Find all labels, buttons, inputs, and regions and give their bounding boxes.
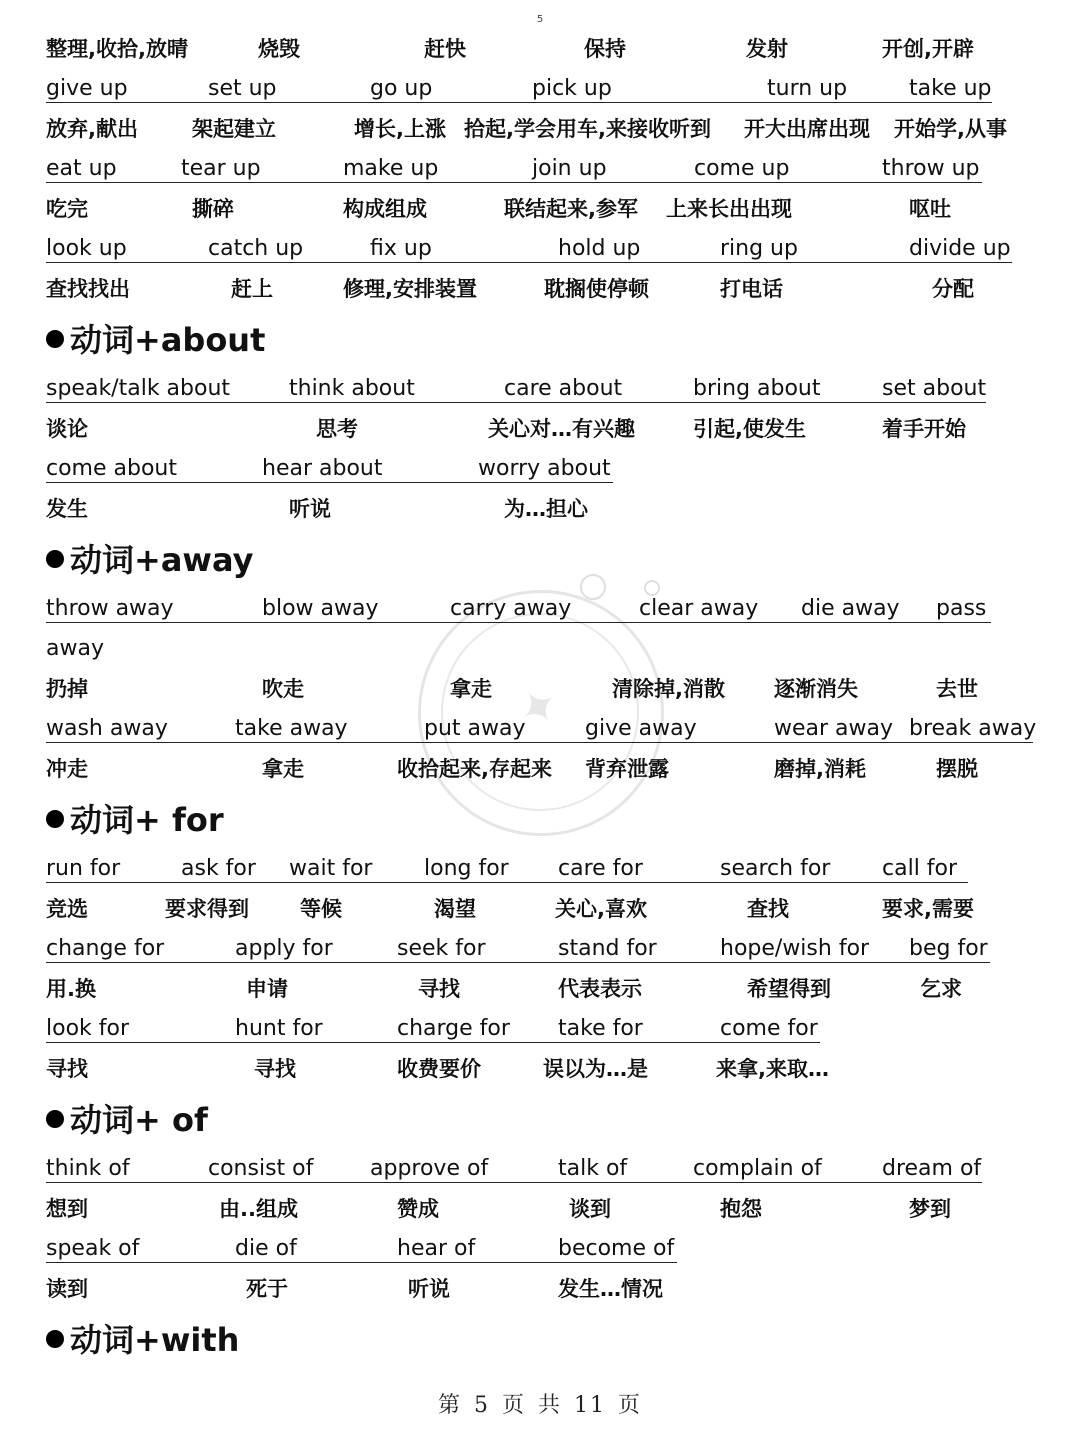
phrase-english: hear of	[397, 1236, 476, 1261]
phrase-meaning: 死于	[246, 1277, 288, 1301]
section-2-en-row	[0, 1014, 1080, 1054]
footer-prefix: 第	[437, 1393, 462, 1418]
bullet-icon	[46, 810, 64, 828]
phrase-english: dream of	[882, 1156, 982, 1181]
phrase-english: catch up	[208, 236, 304, 261]
phrase-english: set up	[208, 76, 277, 101]
phrase-english: come up	[694, 156, 790, 181]
section-3-cn-row	[0, 1194, 1080, 1234]
phrase-meaning: 谈论	[46, 417, 88, 441]
phrase-english: ring up	[720, 236, 798, 261]
underline-rule	[46, 402, 986, 403]
phrase-meaning: 关心,喜欢	[555, 897, 647, 921]
phrase-english: throw up	[882, 156, 980, 181]
phrase-english: away	[46, 636, 104, 661]
section-heading-text: 动词+about	[70, 321, 266, 359]
phrase-english: hope/wish for	[720, 936, 870, 961]
phrase-english: take up	[909, 76, 992, 101]
phrase-english: think of	[46, 1156, 130, 1181]
section-2-cn-row	[0, 974, 1080, 1014]
phrase-english: consist of	[208, 1156, 314, 1181]
phrase-english: tear up	[181, 156, 261, 181]
phrase-english: complain of	[693, 1156, 822, 1181]
watermark-glyph: ✦	[506, 671, 576, 743]
up-block-cn-row	[0, 274, 1080, 314]
phrase-meaning: 架起建立	[192, 117, 276, 141]
phrase-meaning: 为…担心	[504, 497, 588, 521]
phrase-meaning: 发生	[46, 497, 88, 521]
phrase-english: go up	[370, 76, 433, 101]
phrase-meaning: 拿走	[262, 757, 304, 781]
section-1-en-row	[0, 634, 1080, 674]
phrase-meaning: 开创,开辟	[882, 37, 974, 61]
phrase-meaning: 整理,收拾,放晴	[46, 37, 188, 61]
phrase-meaning: 代表表示	[558, 977, 642, 1001]
phrase-meaning: 发射	[746, 37, 788, 61]
phrase-english: become of	[558, 1236, 675, 1261]
phrase-english: come for	[720, 1016, 818, 1041]
phrase-english: turn up	[767, 76, 848, 101]
phrase-meaning: 寻找	[254, 1057, 296, 1081]
phrase-english: wash away	[46, 716, 168, 741]
phrase-english: speak of	[46, 1236, 140, 1261]
phrase-meaning: 开始学,从事	[894, 117, 1007, 141]
phrase-english: fix up	[370, 236, 432, 261]
section-2-en-row	[0, 854, 1080, 894]
phrase-meaning: 磨掉,消耗	[774, 757, 866, 781]
bullet-icon	[46, 550, 64, 568]
phrase-english: long for	[424, 856, 509, 881]
phrase-meaning: 扔掉	[46, 677, 88, 701]
phrase-english: search for	[720, 856, 831, 881]
phrase-english: speak/talk about	[46, 376, 231, 401]
section-heading	[46, 320, 265, 360]
phrase-english: bring about	[693, 376, 821, 401]
phrase-meaning: 查找	[747, 897, 789, 921]
phrase-meaning: 吹走	[262, 677, 304, 701]
page-footer	[0, 1388, 1080, 1419]
underline-rule	[46, 1042, 820, 1043]
phrase-english: call for	[882, 856, 958, 881]
section-0-cn-row	[0, 494, 1080, 534]
phrase-meaning: 增长,上涨	[354, 117, 446, 141]
phrase-meaning: 听说	[289, 497, 331, 521]
underline-rule	[46, 962, 990, 963]
phrase-meaning: 要求,需要	[882, 897, 974, 921]
bullet-icon	[46, 330, 64, 348]
phrase-meaning: 渴望	[434, 897, 476, 921]
phrase-english: come about	[46, 456, 177, 481]
phrase-english: hunt for	[235, 1016, 323, 1041]
phrase-meaning: 赶快	[424, 37, 466, 61]
underline-rule	[46, 742, 1033, 743]
section-0-en-row	[0, 454, 1080, 494]
bullet-icon	[46, 1330, 64, 1348]
phrase-meaning: 去世	[936, 677, 978, 701]
phrase-english: wear away	[774, 716, 894, 741]
phrase-meaning: 听说	[408, 1277, 450, 1301]
phrase-english: hold up	[558, 236, 641, 261]
phrase-meaning: 申请	[246, 977, 288, 1001]
section-3-en-row	[0, 1234, 1080, 1274]
phrase-english: eat up	[46, 156, 117, 181]
footer-total-word: 共	[538, 1393, 563, 1418]
phrase-english: talk of	[558, 1156, 628, 1181]
section-heading-text: 动词+ for	[70, 801, 224, 839]
bullet-icon	[46, 1110, 64, 1128]
phrase-meaning: 烧毁	[258, 37, 300, 61]
phrase-english: look for	[46, 1016, 130, 1041]
phrase-meaning: 抱怨	[720, 1197, 762, 1221]
phrase-meaning: 寻找	[46, 1057, 88, 1081]
phrase-english: stand for	[558, 936, 657, 961]
phrase-meaning: 谈到	[569, 1197, 611, 1221]
phrase-english: break away	[909, 716, 1037, 741]
phrase-english: put away	[424, 716, 526, 741]
phrase-meaning: 开大出席出现	[744, 117, 870, 141]
section-2-cn-row	[0, 1054, 1080, 1094]
phrase-meaning: 赶上	[231, 277, 273, 301]
underline-rule	[46, 882, 968, 883]
underline-rule	[46, 1182, 982, 1183]
phrase-english: hear about	[262, 456, 383, 481]
phrase-meaning: 冲走	[46, 757, 88, 781]
underline-rule	[46, 482, 613, 483]
phrase-meaning: 清除掉,消散	[612, 677, 725, 701]
section-1-cn-row	[0, 754, 1080, 794]
phrase-meaning: 构成组成	[343, 197, 427, 221]
phrase-meaning: 撕碎	[192, 197, 234, 221]
phrase-english: die of	[235, 1236, 297, 1261]
phrase-meaning: 收拾起来,存起来	[397, 757, 552, 781]
up-block-cn-row	[0, 34, 1080, 74]
phrase-meaning: 思考	[316, 417, 358, 441]
section-heading-text: 动词+with	[70, 1321, 240, 1359]
phrase-english: join up	[532, 156, 607, 181]
phrase-english: look up	[46, 236, 127, 261]
phrase-meaning: 由..组成	[219, 1197, 298, 1221]
section-3-en-row	[0, 1154, 1080, 1194]
phrase-meaning: 保持	[584, 37, 626, 61]
phrase-english: clear away	[639, 596, 759, 621]
footer-suffix: 页	[618, 1393, 643, 1418]
phrase-english: throw away	[46, 596, 174, 621]
section-heading	[46, 1100, 208, 1140]
section-1-en-row	[0, 714, 1080, 754]
phrase-english: worry about	[478, 456, 611, 481]
underline-rule	[46, 102, 992, 103]
section-0-cn-row	[0, 414, 1080, 454]
phrase-english: run for	[46, 856, 121, 881]
section-3-cn-row	[0, 1274, 1080, 1314]
phrase-english: ask for	[181, 856, 256, 881]
phrase-english: think about	[289, 376, 415, 401]
phrase-meaning: 耽搁使停顿	[544, 277, 649, 301]
phrase-english: set about	[882, 376, 987, 401]
phrase-meaning: 乞求	[920, 977, 962, 1001]
phrase-meaning: 逐渐消失	[774, 677, 858, 701]
underline-rule	[46, 182, 982, 183]
phrase-meaning: 背弃泄露	[585, 757, 669, 781]
phrase-meaning: 呕吐	[909, 197, 951, 221]
phrase-meaning: 希望得到	[747, 977, 831, 1001]
phrase-meaning: 竞选	[46, 897, 88, 921]
phrase-meaning: 收费要价	[397, 1057, 481, 1081]
up-block-en-row	[0, 74, 1080, 114]
phrase-meaning: 来拿,来取…	[716, 1057, 829, 1081]
phrase-meaning: 查找找出	[46, 277, 130, 301]
phrase-meaning: 用.换	[46, 977, 96, 1001]
section-2-en-row	[0, 934, 1080, 974]
phrase-english: carry away	[450, 596, 572, 621]
phrase-english: apply for	[235, 936, 333, 961]
phrase-meaning: 想到	[46, 1197, 88, 1221]
phrase-english: die away	[801, 596, 900, 621]
section-1-en-row	[0, 594, 1080, 634]
underline-rule	[46, 1262, 677, 1263]
phrase-meaning: 梦到	[909, 1197, 951, 1221]
footer-page-word: 页	[501, 1393, 526, 1418]
phrase-meaning: 摆脱	[936, 757, 978, 781]
phrase-english: pass	[936, 596, 987, 621]
phrase-meaning: 着手开始	[882, 417, 966, 441]
phrase-meaning: 打电话	[720, 277, 783, 301]
phrase-english: change for	[46, 936, 165, 961]
phrase-meaning: 修理,安排装置	[343, 277, 477, 301]
phrase-english: beg for	[909, 936, 988, 961]
section-1-cn-row	[0, 674, 1080, 714]
phrase-english: give away	[585, 716, 697, 741]
section-heading-text: 动词+away	[70, 541, 254, 579]
footer-current-page: 5	[473, 1393, 490, 1418]
underline-rule	[46, 622, 991, 623]
phrase-meaning: 关心对…有兴趣	[488, 417, 635, 441]
phrase-english: care for	[558, 856, 643, 881]
up-block-cn-row	[0, 194, 1080, 234]
phrase-english: take away	[235, 716, 348, 741]
phrase-meaning: 要求得到	[165, 897, 249, 921]
section-heading	[46, 800, 224, 840]
phrase-meaning: 分配	[932, 277, 974, 301]
phrase-meaning: 赞成	[397, 1197, 439, 1221]
up-block-cn-row	[0, 114, 1080, 154]
phrase-meaning: 上来长出出现	[666, 197, 792, 221]
top-page-marker: 5	[536, 14, 544, 25]
phrase-english: wait for	[289, 856, 373, 881]
phrase-english: pick up	[532, 76, 612, 101]
phrase-meaning: 误以为…是	[543, 1057, 648, 1081]
phrase-meaning: 引起,使发生	[693, 417, 806, 441]
underline-rule	[46, 262, 1012, 263]
phrase-meaning: 等候	[300, 897, 342, 921]
phrase-english: divide up	[909, 236, 1011, 261]
section-2-cn-row	[0, 894, 1080, 934]
phrase-meaning: 拿走	[450, 677, 492, 701]
phrase-meaning: 寻找	[418, 977, 460, 1001]
phrase-meaning: 联结起来,参军	[504, 197, 638, 221]
phrase-english: give up	[46, 76, 128, 101]
phrase-english: care about	[504, 376, 623, 401]
up-block-en-row	[0, 154, 1080, 194]
phrase-meaning: 发生…情况	[558, 1277, 663, 1301]
footer-total-pages: 11	[574, 1393, 607, 1418]
phrase-english: charge for	[397, 1016, 510, 1041]
phrase-english: take for	[558, 1016, 643, 1041]
phrase-meaning: 放弃,献出	[46, 117, 138, 141]
phrase-meaning: 拾起,学会用车,来接收听到	[464, 117, 711, 141]
phrase-english: blow away	[262, 596, 379, 621]
phrase-english: seek for	[397, 936, 486, 961]
section-0-en-row	[0, 374, 1080, 414]
phrase-english: approve of	[370, 1156, 489, 1181]
phrase-meaning: 吃完	[46, 197, 88, 221]
phrase-meaning: 读到	[46, 1277, 88, 1301]
phrase-english: make up	[343, 156, 439, 181]
section-heading-text: 动词+ of	[70, 1101, 208, 1139]
section-heading	[46, 1320, 239, 1360]
section-heading	[46, 540, 253, 580]
up-block-en-row	[0, 234, 1080, 274]
